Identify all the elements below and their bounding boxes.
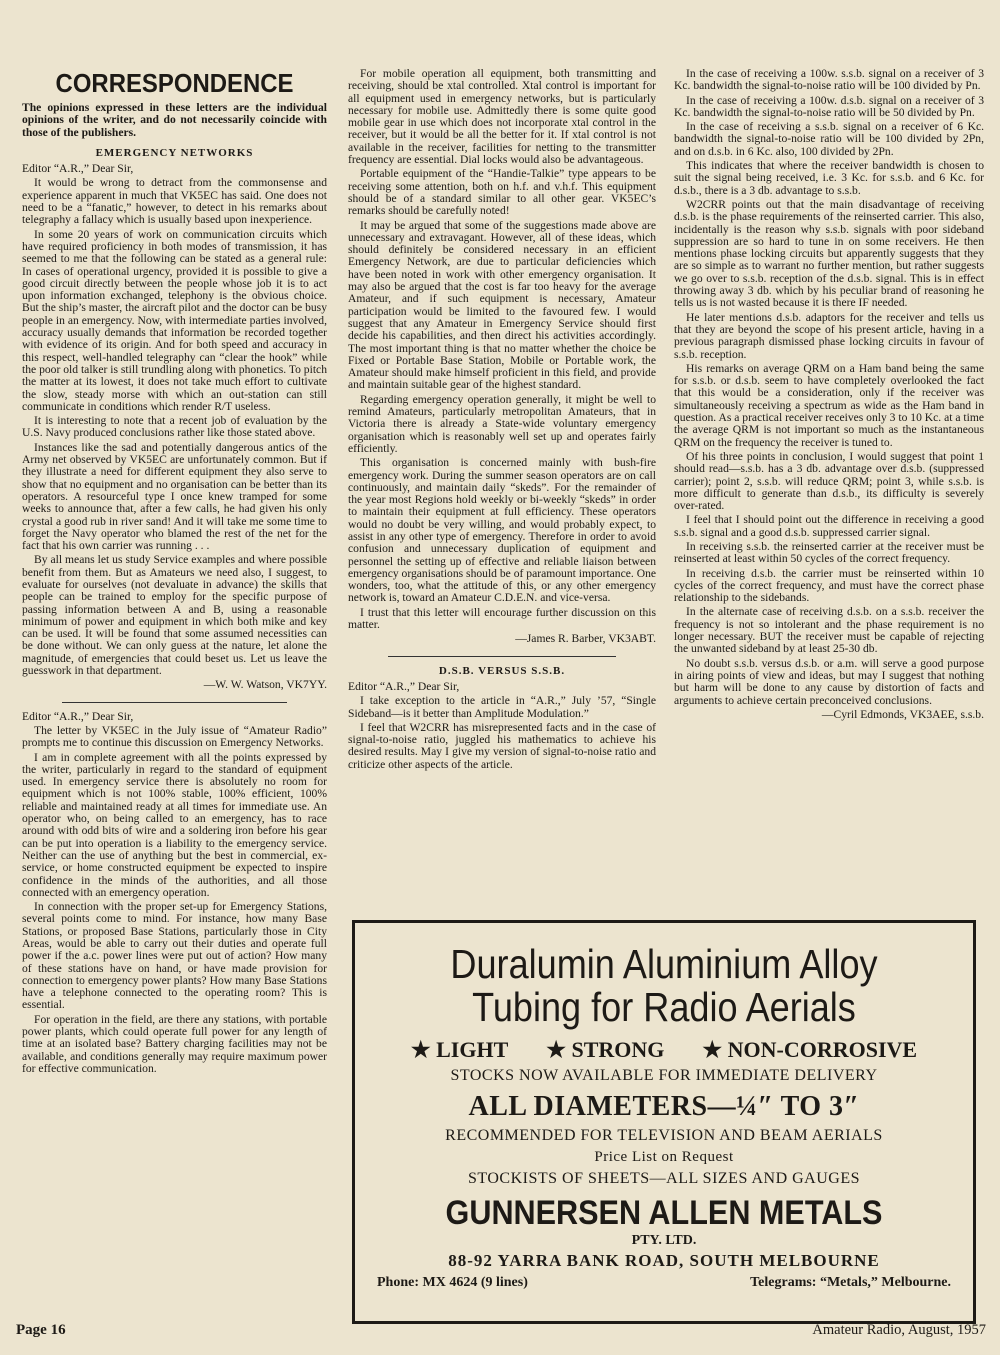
letter2-paragraph: I trust that this letter will encourage further discussion on this matter. xyxy=(348,605,656,632)
ad-telegrams: Telegrams: “Metals,” Melbourne. xyxy=(750,1275,951,1290)
divider xyxy=(62,702,287,703)
ad-phone: Phone: MX 4624 (9 lines) xyxy=(377,1275,528,1290)
ad-features xyxy=(355,1037,973,1063)
letter3-paragraph: I feel that W2CRR has misrepresented facts and in the case of signal-to-noise ratio, juggled his mathematics to achieve his desired results. May I give my version of signal-to-noise ratio and criticize other aspects of the article. xyxy=(348,720,656,771)
letter1-signature: —W. W. Watson, VK7YY. xyxy=(203,678,327,692)
letter3-paragraph: I feel that I should point out the difference in receiving a good s.s.b. signal and a good d.s.b. suppressed carrier signal. xyxy=(674,513,984,539)
editorial-disclaimer: The opinions expressed in these letters are the individual opinions of the writer, and do not necessarily coincide with those of the publishers. xyxy=(22,101,327,139)
ad-company-suffix: PTY. LTD. xyxy=(631,1233,697,1248)
letter1-salutation: Editor “A.R.,” Dear Sir, xyxy=(22,162,134,176)
column-3 xyxy=(674,68,984,913)
ad-feature-strong: ★ STRONG xyxy=(546,1037,665,1062)
letter3-paragraph: In receiving d.s.b. the carrier must be reinserted within 10 cycles of the correct frequency, and must have the correct phase relationship to the sidebands. xyxy=(674,566,984,605)
ad-diameters: ALL DIAMETERS—¼″ TO 3″ xyxy=(468,1091,860,1122)
letter2-paragraph: For mobile operation all equipment, both transmitting and receiving, should be xtal controlled. Xtal control is important for all equipment used in emergency networks, but is particularly necessary for mobile use. Admittedly there is some quite good mobile gear in use which does not incorporate xtal control in the receiver, but it would be all the better for it. If xtal control is not available in the receiver, facilities for netting to the transmitter frequency are essential. Dial locks would also be advantageous. xyxy=(348,68,656,167)
letter3-paragraph: In receiving s.s.b. the reinserted carrier at the receiver must be reinserted at least within 50 cycles of the correct frequency. xyxy=(674,539,984,566)
ad-contact xyxy=(355,1271,973,1291)
letter3-paragraph: This indicates that where the receiver bandwidth is chosen to suit the signal being received, i.e. 3 Kc. for s.s.b. and 6 Kc. for d.s.b., there is a 3 db. advantage to s.s.b. xyxy=(674,159,984,197)
letter3-salutation: Editor “A.R.,” Dear Sir, xyxy=(348,679,460,693)
letter1-paragraph: It would be wrong to detract from the commonsense and experience apparent in much that VK5EC has said. One does not need to be a “fanatic,” however, to detect in his remarks about telegraphy a fallacy which is usually based upon inexperience. xyxy=(22,176,327,227)
ad-feature-non-corrosive: ★ NON-CORROSIVE xyxy=(702,1037,918,1062)
letter1-paragraph: It is interesting to note that a recent job of evaluation by the U.S. Navy produced conclusions rather like those stated above. xyxy=(22,414,327,440)
letter3-paragraph: I take exception to the article in “A.R.,” July ’57, “Single Sideband—is it better than Amplitude Modulation.” xyxy=(348,694,656,720)
divider xyxy=(388,656,616,657)
letter-heading-dsb-versus-ssb: D.S.B. VERSUS S.S.B. xyxy=(438,664,566,677)
ad-stockists: STOCKISTS OF SHEETS—ALL SIZES AND GAUGES xyxy=(467,1170,861,1187)
letter2-paragraph: In connection with the proper set-up for Emergency Stations, several points come to mind. For instance, how many Base Stations, or proposed Base Stations, particularly those in City Areas, would be able to carry out their duties and operate full power if the a.c. power lines were put out of action? How many of these stations have on hand, or have made provision for connection to emergency power plants? How many Base Stations have a telephone connected to the operating room? This is essential. xyxy=(22,900,327,1012)
letter3-paragraph: In the case of receiving a 100w. s.s.b. signal on a receiver of 3 Kc. bandwidth the signal-to-noise ratio will be 100 divided by Pn. xyxy=(674,68,984,93)
ad-price-list: Price List on Request xyxy=(594,1149,734,1165)
letter3-paragraph: In the alternate case of receiving d.s.b. on a s.s.b. receiver the frequency is not so intolerant and the phase requirement is no longer necessary. BUT the receiver must be capable of rejecting the unwanted sideband by at least 25-30 db. xyxy=(674,605,984,656)
page-footer xyxy=(16,1322,986,1339)
letter-heading-emergency-networks: EMERGENCY NETWORKS xyxy=(95,146,254,159)
letter3-paragraph: His remarks on average QRM on a Ham band being the same for s.s.b. or d.s.b. seem to have completely overlooked the fact that this would be a consideration, only if the receiver was simultaneously receiving a spectrum as wide as the Ham band in question. As a practical receiver receives only 3 to 10 Kc. at a time the average QRM is not important so much as the instantaneous QRM on the frequency the receiver is tuned to. xyxy=(674,361,984,449)
letter2-paragraph: Regarding emergency operation generally, it might be well to remind Amateurs, particularly metropolitan Amateurs, that in Victoria there is already a State-wide voluntary emergency organisation which is reasonably well set up and operates fairly efficiently. xyxy=(348,392,656,455)
letter2-paragraph: This organisation is concerned mainly with bush-fire emergency work. During the summer season operators are on call continuously, and maintain daily “skeds”. For the remainder of the year most Regions hold weekly or bi-weekly “skeds” in order to maintain their equipment at full efficiency. These operators would no doubt be very willing, and would probably expect, to assist in any other type of emergency. Therefore in order to avoid confusion and unnecessary duplication of equipment and personnel the setting up of effective and reliable liaison between emergency organisations should be of paramount importance. One wonders, too, what the attitude of this, or any other emergency network is, toward an Amateur C.D.E.N. and vice-versa. xyxy=(348,456,656,605)
ad-stock-line: STOCKS NOW AVAILABLE FOR IMMEDIATE DELIVERY xyxy=(450,1067,878,1084)
letter3-paragraph: He later mentions d.s.b. adaptors for the receiver and tells us that they are beyond the scope of his present article, having in a previous paragraph dismissed phase locking circuits in favour of s.s.b. reception. xyxy=(674,310,984,361)
publication-info: Amateur Radio, August, 1957 xyxy=(812,1322,986,1338)
letter2-paragraph: It may be argued that some of the suggestions made above are unnecessary and extravagant. However, all of these ideas, which should definitely be considered necessary in an efficient Emergency Network, are due to particular deficiencies which have been noted in work with other emergency organisation. It may also be argued that the cost is far too heavy for the average Amateur, and if such equipment is necessary, Amateur participation would be limited to the favoured few. I would suggest that any Amateur in Emergency Service should first decide his capabilities, and then direct his activities accordingly. The most important thing is that no matter whether the choice be Fixed or Portable Base Station, Mobile or Portable work, the Amateur should make himself proficient in this field, and provide and maintain suitable gear of the highest standard. xyxy=(348,218,656,392)
letter3-signature: —Cyril Edmonds, VK3AEE, s.s.b. xyxy=(821,707,984,721)
letter1-paragraph: Instances like the sad and potentially dangerous antics of the Army net observed by VK5EC are unfortunately common. But if they illustrate a need for different equipment they also serve to show that no equipment and no organisation can be better than its operators. A resourceful type I once knew tramped for some weeks to announce that, after a few calls, he had given his only crystal a good rub in river sand! And it will take me some time to forget the Navy operator who blamed the rest of the net for the fact that his own carrier was running . . . xyxy=(22,440,327,553)
letter2-paragraph: I am in complete agreement with all the points expressed by the writer, particularly in regard to the standard of equipment used. In emergency service there is absolutely no room for equipment which is not 100% stable, 100% efficient, 100% reliable and maintained ready at all times for immediate use. An operator who, on being called to an emergency, has to race around with odd bits of wire and a soldering iron before his gear can be put into operation is a liability to the emergency service. Neither can the use of anything but the best in commercial, ex-service, or home constructed equipment be expected to inspire confidence in the minds of the authorities, and all those connected with an emergency operation. xyxy=(22,750,327,899)
letter2-paragraph: Portable equipment of the “Handie-Talkie” type appears to be receiving some attention, both on h.f. and v.h.f. This equipment should be of a standard similar to all other gear. VK5EC’s remarks should be carefully noted! xyxy=(348,167,656,218)
letter2-salutation: Editor “A.R.,” Dear Sir, xyxy=(22,709,134,723)
ad-address: 88-92 YARRA BANK ROAD, SOUTH MELBOURNE xyxy=(448,1251,880,1270)
letter2-paragraph: The letter by VK5EC in the July issue of “Amateur Radio” prompts me to continue this discussion on Emergency Networks. xyxy=(22,723,327,750)
letter3-paragraph: In the case of receiving a 100w. d.s.b. signal on a receiver of 3 Kc. bandwidth the signal-to-noise ratio will be 50 divided by Pn. xyxy=(674,93,984,119)
letter1-paragraph: By all means let us study Service examples and where possible benefit from them. But as Amateurs we need also, I suggest, to evaluate for ourselves (not devaluate in advance) the skills that people can be trained to employ for the specific purpose of passing information between A and B, using a reasonable minimum of power and equipment in which both mike and key can be used. It will be found that some assumed necessities can be done without. We can only guess at the nature, let alone the magnitude, of emergencies that could beset us. Let us leave the guesswork in that department. xyxy=(22,553,327,678)
letter2-signature: —James R. Barber, VK3ABT. xyxy=(515,632,656,646)
section-title: CORRESPONDENCE xyxy=(55,68,294,98)
ad-feature-light: ★ LIGHT xyxy=(410,1037,509,1062)
ad-recommended: RECOMMENDED FOR TELEVISION AND BEAM AERIALS xyxy=(445,1127,883,1144)
page-number: Page 16 xyxy=(16,1322,66,1338)
letter3-paragraph: No doubt s.s.b. versus d.s.b. or a.m. will serve a good purpose in airing points of view and ideas, but may I suggest that nothing but harm will be done to any cause by distortion of facts and arguments to achieve certain preconceived conclusions. xyxy=(674,656,984,707)
advertisement xyxy=(352,920,976,1324)
column-2 xyxy=(348,68,656,913)
ad-headline: Tubing for Radio Aerials xyxy=(472,984,856,1030)
ad-company-name: GUNNERSEN ALLEN METALS xyxy=(445,1194,883,1232)
column-1 xyxy=(22,68,327,1283)
letter3-paragraph: In the case of receiving a s.s.b. signal on a receiver of 6 Kc. bandwidth the signal-to-noise ratio will be 100 divided by 2Pn, and on d.s.b. in 6 Kc. also, 100 divided by 2Pn. xyxy=(674,120,984,158)
letter1-paragraph: In some 20 years of work on communication circuits which have required proficiency in both modes of transmission, it has seemed to me that the following can be stated as a general rule: In cases of operational urgency, provided it is possible to give a good circuit directly between the people whose job it is to act upon information exchanged, telephony is the obvious choice. But the ship’s master, the aircraft pilot and the doctor can be busy people in an emergency. Now, with intermediate parties involved, accuracy usually demands that information be recorded together with evidence of its origin. And for both speed and accuracy in this respect, well-handled telegraphy can “clear the hook” while the poor old talker is still trundling along with phonetics. To pitch the matter at its lowest, it does not take much effort to cultivate the slow, steady morse with which an out-station can still communicate in conditions which render R/T useless. xyxy=(22,227,327,413)
ad-headline: Duralumin Aluminium Alloy xyxy=(450,941,878,987)
letter2-paragraph: For operation in the field, are there any stations, with portable power plants, which could operate full power for any length of time at an isolated base? Battery charging facilities may not be available, and conditions generally may require maximum power for effective communication. xyxy=(22,1012,327,1075)
letter3-paragraph: W2CRR points out that the main disadvantage of receiving d.s.b. is the phase requirements of the reinserted carrier. This also, incidentally is the reason why s.s.b. signals with poor sideband suppression are so hard to tune in on some receivers. He then mentions phase locking circuits but apparently suggests that they are so simple as to warrant no further mention, but rather suggests we go over to s.s.b. reception of the d.s.b. signal. This is in effect throwing away 3 db. which by his peculiar brand of reasoning he tells us is not wasted because it is there IF needed. xyxy=(674,197,984,310)
letter3-paragraph: Of his three points in conclusion, I would suggest that point 1 should read—s.s.b. has a 3 db. advantage over d.s.b. (suppressed carrier); point 2, s.s.b. will reduce QRM; point 3, while s.s.b. is more difficult to generate than d.s.b., its difficulty is severely over-rated. xyxy=(674,449,984,513)
